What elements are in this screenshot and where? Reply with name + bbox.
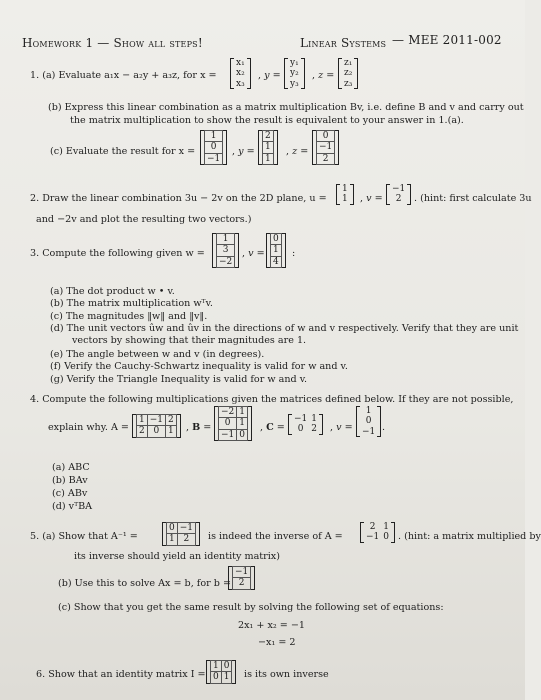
q4-v-vector xyxy=(356,406,381,437)
matrix: 1 3 −2 xyxy=(212,233,239,268)
q3-w-vector xyxy=(212,233,239,268)
q4-c-label: , C = xyxy=(260,422,285,433)
q4-period: . xyxy=(382,422,386,433)
header-right: — MEE 2011-002 xyxy=(392,33,502,47)
q3-v-label: , v = xyxy=(242,248,265,259)
q6-end: is its own inverse xyxy=(244,669,329,680)
q1c-x-vector xyxy=(200,130,227,165)
q4-matrix-c xyxy=(288,414,323,435)
q2-line1: 2. Draw the linear combination 3u − 2v on the 2D plane, u = xyxy=(30,193,327,204)
q1b-line2: the matrix multiplication to show the result is equivalent to your answer in 1.(a). xyxy=(70,115,464,126)
q3-item-e: (e) The angle between w and v (in degrees). xyxy=(50,349,265,360)
q5-a-matrix xyxy=(360,522,395,543)
q3-colon: : xyxy=(292,248,296,259)
q4-item-c: (c) ABv xyxy=(52,488,88,499)
q6-identity-matrix xyxy=(206,660,236,684)
matrix: −1 2 xyxy=(228,566,255,590)
q5a-mid: is indeed the inverse of A = xyxy=(208,531,343,542)
q1-z-vector xyxy=(338,58,358,89)
matrix: 2 1 −1 0 xyxy=(360,522,395,543)
q2-v-vector xyxy=(386,184,411,205)
q5a-hint: . (hint: a matrix multiplied by xyxy=(398,531,541,542)
q1c-z-label: , z = xyxy=(286,146,309,157)
q5-eq2: −x₁ = 2 xyxy=(258,637,296,648)
matrix: 1 0 0 1 xyxy=(206,660,236,684)
q4-v-label: , v = xyxy=(330,422,353,433)
q2-v-label: , v = xyxy=(360,193,383,204)
q1a-text: 1. (a) Evaluate a₁x − a₂y + a₃z, for x = xyxy=(30,70,217,81)
q4-explain: explain why. A = xyxy=(48,422,129,433)
q3-item-d-cont: vectors by showing that their magnitudes are 1. xyxy=(72,335,307,346)
header-center xyxy=(300,36,386,51)
q3-item-d: (d) The unit vectors ûw and ûv in the directions of w and v respectively. Verify that they are unit xyxy=(50,323,519,334)
matrix: 2 1 1 xyxy=(258,130,278,165)
matrix: −1 2 xyxy=(386,184,411,205)
q1c-y-vector xyxy=(258,130,278,165)
q2-line2: and −2v and plot the resulting two vectors.) xyxy=(36,214,252,225)
q1-y-label: , y = xyxy=(258,70,281,81)
q4-intro: 4. Compute the following multiplications given the matrices defined below. If they are not possible, xyxy=(30,394,514,405)
matrix: −1 1 0 2 xyxy=(288,414,323,435)
q3-item-c: (c) The magnitudes ‖w‖ and ‖v‖. xyxy=(50,311,208,322)
q5-eq1: 2x₁ + x₂ = −1 xyxy=(238,620,306,631)
q3-item-f: (f) Verify the Cauchy-Schwartz inequality is valid for w and v. xyxy=(50,361,348,372)
q4-item-d: (d) vᵀBA xyxy=(52,501,93,512)
matrix: 1 0 −1 xyxy=(356,406,381,437)
q1c-text: (c) Evaluate the result for x = xyxy=(50,146,196,157)
matrix: 1 1 xyxy=(336,184,354,205)
q2-u-vector xyxy=(336,184,354,205)
q3-intro: 3. Compute the following given w = xyxy=(30,248,205,259)
matrix: 0 −1 1 2 xyxy=(162,522,200,546)
q4-matrix-b xyxy=(214,406,252,441)
matrix: −2 1 0 1 −1 0 xyxy=(214,406,252,441)
matrix: y₁ y₂ y₃ xyxy=(284,58,305,89)
q5-ainv-matrix xyxy=(162,522,200,546)
q4-item-a: (a) ABC xyxy=(52,462,90,473)
q5b-text: (b) Use this to solve Ax = b, for b = xyxy=(58,578,231,589)
q1c-y-label: , y = xyxy=(232,146,255,157)
matrix: z₁ z₂ z₃ xyxy=(338,58,358,89)
matrix: 0 −1 2 xyxy=(312,130,339,165)
matrix: x₁ x₂ x₃ xyxy=(230,58,251,89)
q4-b-label: , B = xyxy=(186,422,212,433)
q3-item-g: (g) Verify the Triangle Inequality is valid for w and v. xyxy=(50,374,308,385)
q1c-z-vector xyxy=(312,130,339,165)
matrix: 0 1 4 xyxy=(266,233,286,268)
q4-matrix-a xyxy=(132,414,181,438)
q1-z-label: , z = xyxy=(312,70,335,81)
header-center-text: Linear Systems xyxy=(300,36,387,50)
q1b-line1: (b) Express this linear combination as a matrix multiplication Bv, i.e. define B and v and carry out xyxy=(48,102,524,113)
q5-b-vector xyxy=(228,566,255,590)
header-left xyxy=(22,36,203,51)
q4-item-b: (b) BAv xyxy=(52,475,88,486)
q6-text: 6. Show that an identity matrix I = xyxy=(36,669,206,680)
q5a-line2: its inverse should yield an identity matrix) xyxy=(74,551,280,562)
q3-v-vector xyxy=(266,233,286,268)
matrix: 1 −1 2 2 0 1 xyxy=(132,414,181,438)
q3-item-a: (a) The dot product w • v. xyxy=(50,286,175,297)
matrix: 1 0 −1 xyxy=(200,130,227,165)
q1-x-vector xyxy=(230,58,251,89)
q2-hint: . (hint: first calculate 3u xyxy=(414,193,532,204)
q5a-text: 5. (a) Show that A⁻¹ = xyxy=(30,531,138,542)
header-left-text: Homework 1 — Show all steps! xyxy=(22,36,203,50)
q1-y-vector xyxy=(284,58,305,89)
q3-item-b: (b) The matrix multiplication wᵀv. xyxy=(50,298,213,309)
q5c-text: (c) Show that you get the same result by solving the following set of equations: xyxy=(58,602,444,613)
